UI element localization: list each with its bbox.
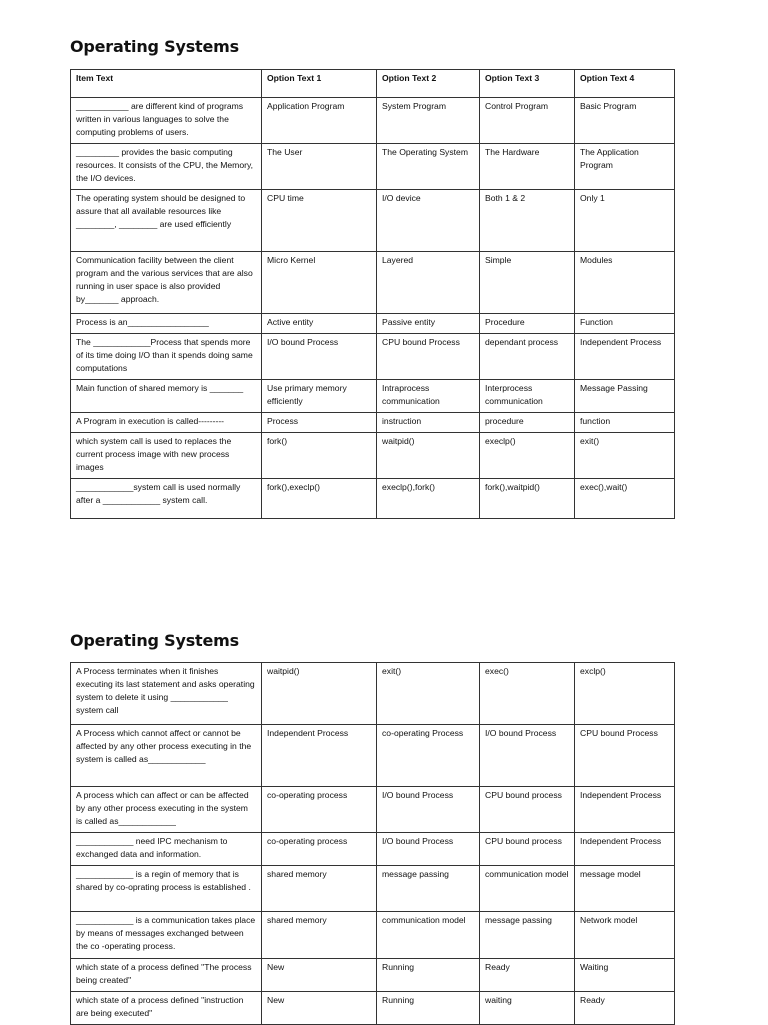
table-header-row [71, 70, 675, 98]
option-4-cell: Network model [575, 912, 675, 959]
option-1-cell: New [262, 959, 377, 992]
option-1-cell: co-operating process [262, 787, 377, 833]
option-2-cell: Running [377, 959, 480, 992]
item-text-cell: ____________ need IPC mechanism to exchanged data and information. [71, 833, 262, 866]
option-4-cell: The Application Program [575, 144, 675, 190]
header-option-1: Option Text 1 [262, 70, 377, 98]
option-3-cell: Simple [480, 252, 575, 314]
option-2-cell: Running [377, 992, 480, 1025]
option-2-cell: execlp(),fork() [377, 479, 480, 519]
option-1-cell: I/O bound Process [262, 334, 377, 380]
option-3-cell: fork(),waitpid() [480, 479, 575, 519]
option-1-cell: Independent Process [262, 725, 377, 787]
section-title: Operating Systems [70, 37, 239, 56]
header-item-text: Item Text [71, 70, 262, 98]
option-4-cell: Ready [575, 992, 675, 1025]
table-row [71, 833, 675, 866]
option-2-cell: The Operating System [377, 144, 480, 190]
item-text-cell: A Process which cannot affect or cannot be affected by any other process executing in the system is called as____________ [71, 725, 262, 787]
header-option-3: Option Text 3 [480, 70, 575, 98]
option-2-cell: System Program [377, 98, 480, 144]
option-4-cell: Only 1 [575, 190, 675, 252]
item-text-cell: which state of a process defined "instruction are being executed" [71, 992, 262, 1025]
header-option-4: Option Text 4 [575, 70, 675, 98]
table-row [71, 866, 675, 912]
option-4-cell: Independent Process [575, 787, 675, 833]
table-row [71, 725, 675, 787]
table-row [71, 98, 675, 144]
questions-table-2 [70, 662, 675, 1025]
item-text-cell: A Process terminates when it finishes executing its last statement and asks operating system to delete it using ____________ system call [71, 663, 262, 725]
option-3-cell: CPU bound process [480, 833, 575, 866]
option-1-cell: Process [262, 413, 377, 433]
option-3-cell: message passing [480, 912, 575, 959]
item-text-cell: Communication facility between the client program and the various services that are also running in user space is also provided by_______ approach. [71, 252, 262, 314]
option-2-cell: I/O device [377, 190, 480, 252]
item-text-cell: Main function of shared memory is _______ [71, 380, 262, 413]
table-row [71, 190, 675, 252]
option-3-cell: Procedure [480, 314, 575, 334]
item-text-cell: _________ provides the basic computing resources. It consists of the CPU, the Memory, the I/O devices. [71, 144, 262, 190]
table-row [71, 380, 675, 413]
questions-table-1 [70, 69, 675, 519]
option-1-cell: waitpid() [262, 663, 377, 725]
option-4-cell: Message Passing [575, 380, 675, 413]
table-row [71, 787, 675, 833]
option-4-cell: exclp() [575, 663, 675, 725]
option-3-cell: I/O bound Process [480, 725, 575, 787]
option-4-cell: Basic Program [575, 98, 675, 144]
option-4-cell: Function [575, 314, 675, 334]
option-3-cell: CPU bound process [480, 787, 575, 833]
item-text-cell: The ____________Process that spends more of its time doing I/O than it spends doing same computations [71, 334, 262, 380]
option-1-cell: Micro Kernel [262, 252, 377, 314]
table-row [71, 314, 675, 334]
option-3-cell: dependant process [480, 334, 575, 380]
option-2-cell: message passing [377, 866, 480, 912]
option-4-cell: Independent Process [575, 334, 675, 380]
option-4-cell: Waiting [575, 959, 675, 992]
item-text-cell: which state of a process defined "The process being created" [71, 959, 262, 992]
option-4-cell: exec(),wait() [575, 479, 675, 519]
table-row [71, 413, 675, 433]
option-3-cell: Ready [480, 959, 575, 992]
option-4-cell: message model [575, 866, 675, 912]
table-row [71, 992, 675, 1025]
option-3-cell: Control Program [480, 98, 575, 144]
option-4-cell: Modules [575, 252, 675, 314]
item-text-cell: A process which can affect or can be affected by any other process executing in the system is called as____________ [71, 787, 262, 833]
option-2-cell: communication model [377, 912, 480, 959]
item-text-cell: ___________ are different kind of programs written in various languages to solve the computing problems of users. [71, 98, 262, 144]
table-row [71, 252, 675, 314]
option-3-cell: waiting [480, 992, 575, 1025]
table-row [71, 144, 675, 190]
option-3-cell: execlp() [480, 433, 575, 479]
option-3-cell: exec() [480, 663, 575, 725]
option-1-cell: fork() [262, 433, 377, 479]
option-4-cell: Independent Process [575, 833, 675, 866]
option-1-cell: fork(),execlp() [262, 479, 377, 519]
option-3-cell: Both 1 & 2 [480, 190, 575, 252]
table-row [71, 334, 675, 380]
option-1-cell: Application Program [262, 98, 377, 144]
item-text-cell: A Program in execution is called--------- [71, 413, 262, 433]
option-4-cell: CPU bound Process [575, 725, 675, 787]
table-row [71, 663, 675, 725]
option-1-cell: New [262, 992, 377, 1025]
item-text-cell: Process is an_________________ [71, 314, 262, 334]
table-row [71, 912, 675, 959]
item-text-cell: ____________system call is used normally after a ____________ system call. [71, 479, 262, 519]
option-3-cell: communication model [480, 866, 575, 912]
option-2-cell: waitpid() [377, 433, 480, 479]
section-title: Operating Systems [70, 631, 239, 650]
option-2-cell: co-operating Process [377, 725, 480, 787]
header-option-2: Option Text 2 [377, 70, 480, 98]
option-3-cell: The Hardware [480, 144, 575, 190]
option-4-cell: exit() [575, 433, 675, 479]
option-2-cell: exit() [377, 663, 480, 725]
item-text-cell: ____________ is a communication takes place by means of messages exchanged between the co -operating process. [71, 912, 262, 959]
table-row [71, 479, 675, 519]
table-row [71, 433, 675, 479]
option-1-cell: co-operating process [262, 833, 377, 866]
option-4-cell: function [575, 413, 675, 433]
option-2-cell: Layered [377, 252, 480, 314]
option-2-cell: I/O bound Process [377, 787, 480, 833]
option-2-cell: CPU bound Process [377, 334, 480, 380]
option-1-cell: Use primary memory efficiently [262, 380, 377, 413]
option-1-cell: The User [262, 144, 377, 190]
option-1-cell: CPU time [262, 190, 377, 252]
option-2-cell: instruction [377, 413, 480, 433]
option-3-cell: Interprocess communication [480, 380, 575, 413]
option-2-cell: Passive entity [377, 314, 480, 334]
table-row [71, 959, 675, 992]
option-2-cell: Intraprocess communication [377, 380, 480, 413]
item-text-cell: ____________ is a regin of memory that is shared by co-oprating process is established . [71, 866, 262, 912]
item-text-cell: The operating system should be designed to assure that all available resources like ________, ________ are used efficiently [71, 190, 262, 252]
option-1-cell: shared memory [262, 866, 377, 912]
option-3-cell: procedure [480, 413, 575, 433]
option-1-cell: shared memory [262, 912, 377, 959]
option-2-cell: I/O bound Process [377, 833, 480, 866]
option-1-cell: Active entity [262, 314, 377, 334]
item-text-cell: which system call is used to replaces the current process image with new process images [71, 433, 262, 479]
